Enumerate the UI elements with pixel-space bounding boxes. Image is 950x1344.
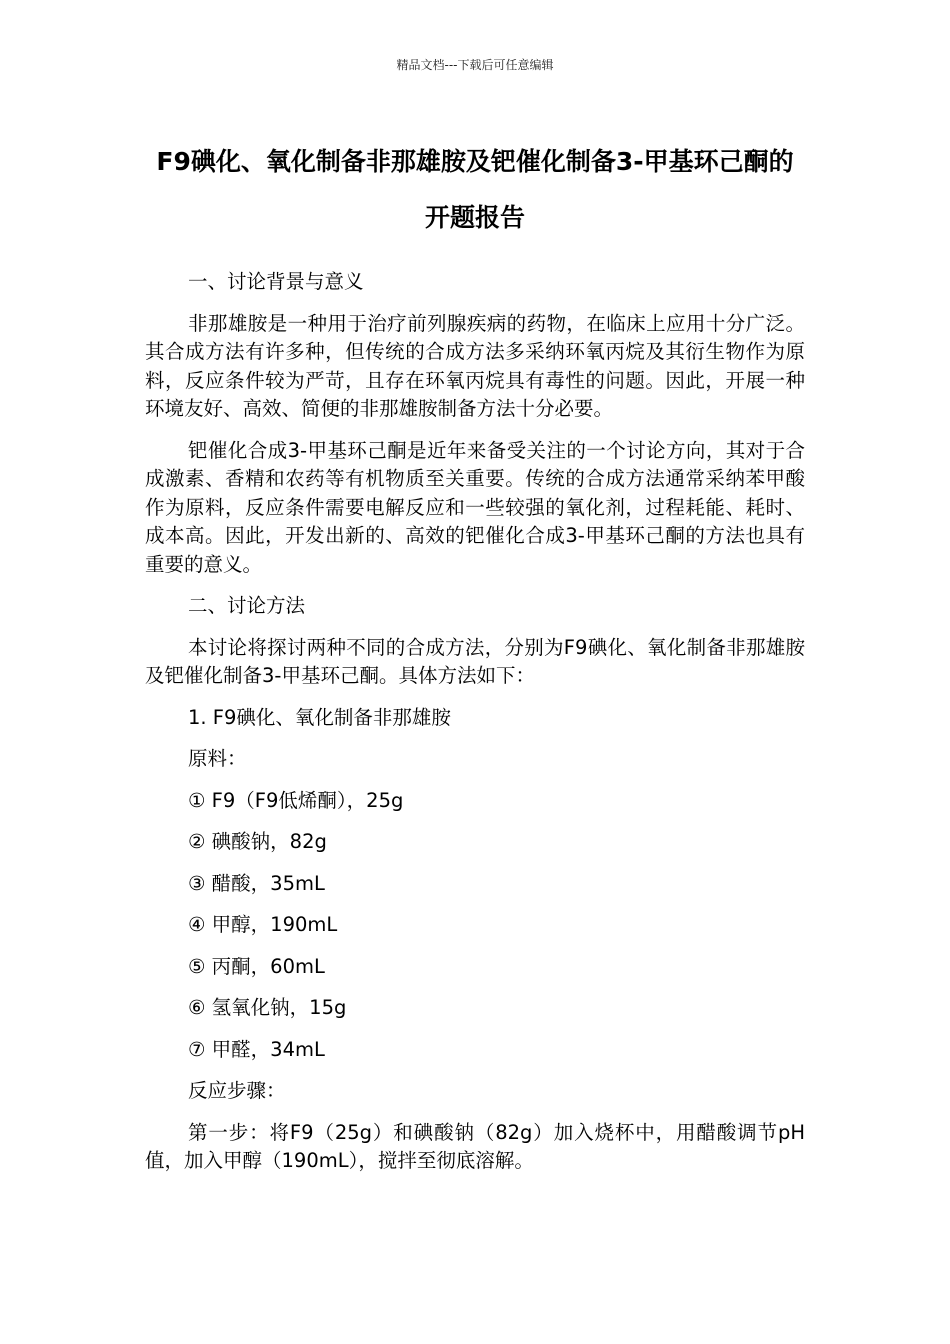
document-title: F9碘化、氧化制备非那雄胺及钯催化制备3-甲基环己酮的开题报告 [156, 147, 794, 232]
section1-heading: 一、讨论背景与意义 [188, 270, 364, 293]
section2-intro: 本讨论将探讨两种不同的合成方法，分别为F9碘化、氧化制备非那雄胺及钯催化制备3-甲基环己酮。具体方法如下： [145, 635, 805, 687]
material-item: ⑦ 甲醛，34mL [188, 1037, 325, 1061]
material-item: ② 碘酸钠，82g [188, 830, 327, 853]
method1-title: 1. F9碘化、氧化制备非那雄胺 [188, 705, 451, 729]
material-item: ④ 甲醇，190mL [188, 913, 338, 936]
section1-paragraph-2: 钯催化合成3-甲基环己酮是近年来备受关注的一个讨论方向，其对于合成激素、香精和农药等有机物质至关重要。传统的合成方法通常采纳苯甲酸作为原料，反应条件需要电解反应和一些较强的氧化剂，过程耗能、耗时、成本高。因此，开发出新的、高效的钯催化合成3-甲基环己酮的方法也具有重要的意义。 [145, 438, 805, 576]
header-note: 精品文档---下载后可任意编辑 [396, 58, 554, 72]
document-body [145, 268, 805, 1189]
section1-paragraph-1: 非那雄胺是一种用于治疗前列腺疾病的药物，在临床上应用十分广泛。其合成方法有许多种，但传统的合成方法多采纳环氧丙烷及其衍生物作为原料，反应条件较为严苛，且存在环氧丙烷具有毒性的问题。因此，开展一种环境友好、高效、简便的非那雄胺制备方法十分必要。 [145, 311, 805, 420]
steps-label: 反应步骤： [188, 1079, 286, 1102]
step-1: 第一步：将F9（25g）和碘酸钠（82g）加入烧杯中，用醋酸调节pH值，加入甲醇（190mL），搅拌至彻底溶解。 [145, 1120, 805, 1172]
material-item: ① F9（F9低烯酮），25g [188, 788, 404, 812]
material-item: ⑤ 丙酮，60mL [188, 954, 325, 978]
materials-label: 原料： [188, 747, 247, 770]
material-item: ⑥ 氢氧化钠，15g [188, 996, 347, 1019]
section2-heading: 二、讨论方法 [188, 594, 306, 617]
material-item: ③ 醋酸，35mL [188, 871, 325, 895]
